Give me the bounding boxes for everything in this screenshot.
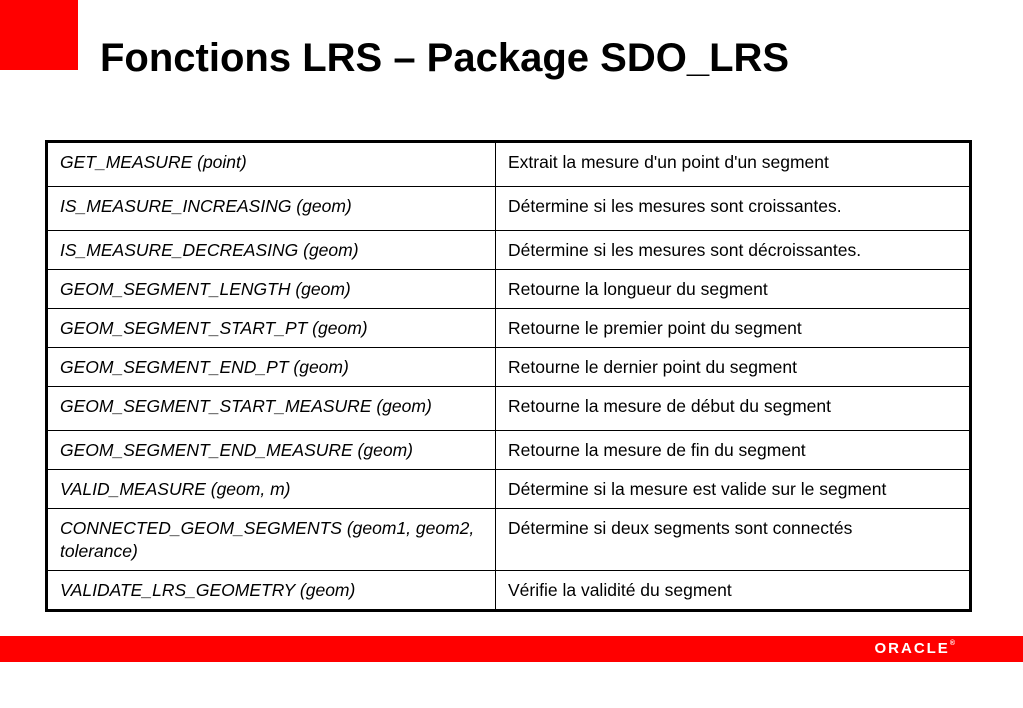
slide-title: Fonctions LRS – Package SDO_LRS [100, 36, 790, 80]
function-name-cell: GEOM_SEGMENT_START_PT (geom) [47, 309, 496, 348]
description-cell: Retourne le dernier point du segment [496, 348, 971, 387]
logo-text: ORACLE [874, 640, 950, 657]
table-row [47, 431, 971, 470]
function-name-cell: VALID_MEASURE (geom, m) [47, 470, 496, 509]
table-row [47, 231, 971, 270]
description-cell: Détermine si les mesures sont décroissantes. [496, 231, 971, 270]
function-name-cell: IS_MEASURE_INCREASING (geom) [47, 187, 496, 231]
description-cell: Détermine si les mesures sont croissantes. [496, 187, 971, 231]
oracle-logo [874, 638, 955, 660]
table-row [47, 509, 971, 571]
function-name-cell: GEOM_SEGMENT_LENGTH (geom) [47, 270, 496, 309]
footer-bar [0, 636, 1023, 662]
description-cell: Vérifie la validité du segment [496, 571, 971, 611]
table-row [47, 387, 971, 431]
description-cell: Extrait la mesure d'un point d'un segment [496, 142, 971, 187]
functions-table [45, 140, 972, 612]
table-row [47, 270, 971, 309]
function-name-cell: GEOM_SEGMENT_END_PT (geom) [47, 348, 496, 387]
corner-accent [0, 0, 78, 70]
table-row [47, 571, 971, 611]
function-name-cell: GEOM_SEGMENT_END_MEASURE (geom) [47, 431, 496, 470]
function-name-cell: IS_MEASURE_DECREASING (geom) [47, 231, 496, 270]
registered-mark: ® [949, 640, 955, 647]
description-cell: Retourne le premier point du segment [496, 309, 971, 348]
description-cell: Retourne la longueur du segment [496, 270, 971, 309]
description-cell: Retourne la mesure de début du segment [496, 387, 971, 431]
description-cell: Détermine si deux segments sont connectés [496, 509, 971, 571]
description-cell: Retourne la mesure de fin du segment [496, 431, 971, 470]
function-name-cell: CONNECTED_GEOM_SEGMENTS (geom1, geom2, tolerance) [47, 509, 496, 571]
function-name-cell: GET_MEASURE (point) [47, 142, 496, 187]
table-row [47, 470, 971, 509]
table-row [47, 309, 971, 348]
function-name-cell: VALIDATE_LRS_GEOMETRY (geom) [47, 571, 496, 611]
function-name-cell: GEOM_SEGMENT_START_MEASURE (geom) [47, 387, 496, 431]
table-row [47, 142, 971, 187]
table-row [47, 348, 971, 387]
description-cell: Détermine si la mesure est valide sur le segment [496, 470, 971, 509]
table-row [47, 187, 971, 231]
